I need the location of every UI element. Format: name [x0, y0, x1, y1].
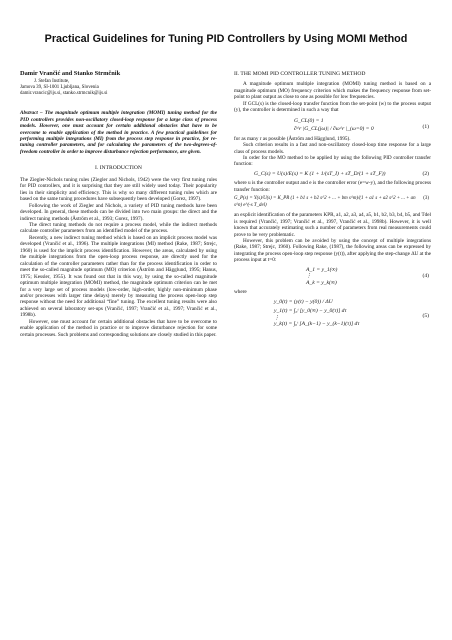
author-emails: damir.vrancic@ijs.si, stanko.strmcnik@ijs.si: [20, 91, 108, 97]
equation-3-body: G_P(s) = Y(s)/U(s) = K_PR (1 + b1 s + b2 s^2 + ... + bm s^m)/(1 + a1 s + a2 s^2 + ... + an s^n) e^(-s T_del): [234, 196, 416, 208]
equation-2-number: (2): [422, 170, 429, 177]
equation-1-line-b: ∂^r |G_CL(jω)| / ∂ω^r |_(ω=0) = 0: [294, 126, 374, 133]
method-paragraph-4: Such criterion results in a fast and non-oscillatory closed-loop time response for a large class of process models.: [234, 142, 431, 155]
intro-paragraph-2: Following the work of Ziegler and Nichols, a variety of PID tuning methods have been developed. In general, these methods can be divided into two main groups: the direct and the indirect tuning methods (Åström et al., 1993; Gorez, 1997).: [20, 202, 217, 222]
method-paragraph-3: for as many r as possible (Åström and Hägglund, 1995).: [234, 135, 351, 142]
equation-4-line-b: ⋮: [306, 273, 312, 280]
affiliation-2: Jamova 39, SI-1001 Ljubljana, Slovenia: [20, 85, 99, 91]
method-paragraph-7: an explicit identification of the parameters KPR, a1, a2, a3, a4, a5, b1, b2, b3, b4, b5, and Tdel is required (Vrančić, 1997; Vrančić et al., 1997, Vrančić et al., 1998b). However, it is well known that accurately estimating such a number of parameters from real measurements could prove to be very problematic.: [234, 212, 431, 238]
intro-paragraph-5: However, one must account for certain additional obstacles that have to be overcome to enable application of the method in practice or to improve disturbance rejection for some certain processes. Such problems and corresponding solutions are closely studied in this paper.: [20, 318, 217, 338]
authors: Damir Vrančić and Stanko Strmčnik: [20, 70, 121, 77]
abstract-text: The magnitude optimum multiple integration (MOMI) tuning method for the PID controllers provides non-oscillatory closed-loop response for a large class of process models. However, one must account for certain additional obstacles that have to be overcome to enable application of the method in practice. A few practical guidelines for performing multiple integrations (MI) from the process step response in practice, for re-tuning controller parameters, and for calculating the parameters of the two-degrees-of-freedom controller in order to improve disturbance rejection performance, are given.: [20, 110, 217, 155]
equation-3: [234, 196, 431, 209]
method-paragraph-8: However, this problem can be avoided by using the concept of multiple integrations (Rake, 1987; Strejc, 1960). Following Rake, (1987), the following areas can be expressed by integrating the process open-loop step response (y(t)), after applying the step-change ΔU at the process input at t=0:: [234, 237, 431, 264]
equation-5-line-a: y_0(t) = (y(t) − y(0)) / ΔU: [274, 298, 333, 305]
section-2-heading: II. THE MOMI PID CONTROLLER TUNING METHOD: [234, 71, 366, 77]
abstract-lead: Abstract –: [20, 110, 43, 117]
equation-5-line-b: y_1(t) = ∫₀ᵗ [y_0(∞) − y_0(τ)] dτ: [274, 308, 347, 315]
left-column: [20, 71, 217, 338]
affiliation-1: J. Stefan Institute,: [34, 79, 70, 85]
intro-paragraph-4: Recently, a new indirect tuning method which is based on an implicit process model was developed (Vrančić et al., 1996). The multiple integrations (MI) method (Rake, 1987; Strejc, 1960) is used for the implicit process identification. However, the areas, calculated by using the multiple integrations from the open-loop process response, are directly used for the calculation of the controller parameters rather than for the process identification in order to meet the so-called magnitude optimum (MO) criterion (Åström and Hägglund, 1995; Hanus, 1975; Kessler, 1955). It was found out that in this way, by using the so-called magnitude optimum multiple integration (MOMI) method, the magnitude optimum criterion can be met for a very large set of process models (low-order, high-order, highly non-minimum phase and/or processes with larger time delays) merely by measuring the process open-loop step response without the need for additional “fine” tuning. The excellent tuning results were also achieved on several laboratory set-ups (Vrančić, 1997; Vrančić et al., 1997; Vrančić et al., 1998b).: [20, 234, 217, 319]
equation-3-number: (3): [423, 196, 429, 202]
equation-2: [234, 171, 431, 177]
section-1-heading: I. INTRODUCTION: [95, 165, 142, 172]
equation-1-number: (1): [422, 123, 429, 130]
equation-1: [234, 118, 431, 133]
intro-paragraph-1: The Ziegler-Nichols tuning rules (Ziegler and Nichols, 1942) were the very first tuning rules for PID controllers, and it is surprising that they are still widely used today. Their popularity lies in their simplicity and efficiency. This is why so many different tuning rules which are based on the same tuning procedures have subsequently been developed (Gorez, 1997).: [20, 176, 217, 203]
intro-paragraph-3: The direct tuning methods do not require a process model, while the indirect methods calculate controller parameters from an identified model of the process.: [20, 221, 217, 235]
equation-4-line-c: A_k = y_k(∞): [306, 279, 337, 286]
method-paragraph-6: where u is the controller output and e is the controller error (e=w-y), and the following process transfer function:: [234, 180, 431, 193]
abstract: [20, 110, 217, 155]
where-text: where: [234, 289, 247, 296]
equation-4: [234, 267, 431, 286]
equation-5-number: (5): [422, 312, 429, 319]
method-paragraph-1: A magnitude optimum multiple integration (MOMI) tuning method is based on a magnitude optimum (MO) frequency criterion which makes the frequency response from set-point to plant output as close to one as possible for low frequencies.: [234, 81, 431, 101]
equation-4-number: (4): [422, 272, 429, 279]
method-paragraph-2: If GCL(s) is the closed-loop transfer function from the set-point (w) to the process output (y), the controller is determined in such a way that: [234, 100, 431, 114]
method-paragraph-5: In order for the MO method to be applied by using the following PID controller transfer function:: [234, 154, 431, 168]
equation-4-line-a: A_1 = y_1(∞): [306, 266, 338, 273]
equation-2-body: G_C(s) = U(s)/E(s) = K (1 + 1/(sT_I) + sT_D/(1 + sT_F)): [254, 170, 386, 177]
right-column: [234, 71, 431, 330]
equation-5: [234, 299, 431, 328]
equation-1-line-a: G_CL(0) = 1: [294, 117, 324, 124]
equation-5-line-c: ⋮: [274, 314, 280, 321]
paper-title: Practical Guidelines for Tuning PID Controllers by Using MOMI Method: [44, 33, 408, 45]
equation-5-line-d: y_k(t) = ∫₀ᵗ [A_(k−1) − y_(k−1)(τ)] dτ: [274, 320, 360, 327]
